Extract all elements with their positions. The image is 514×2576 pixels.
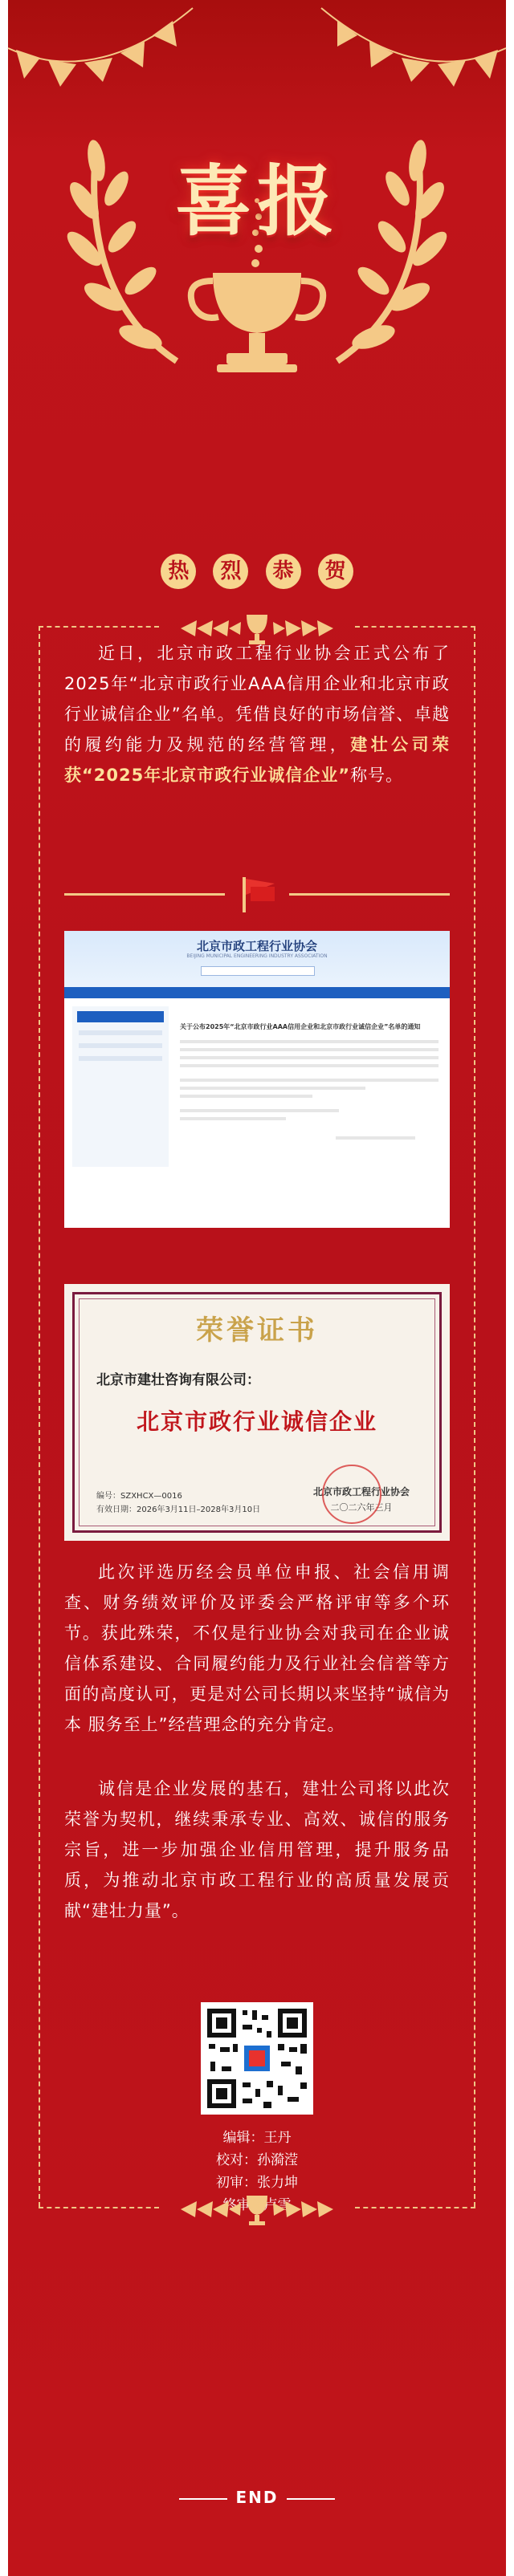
- site-search-input[interactable]: [201, 966, 315, 976]
- badge-char: 热: [161, 554, 196, 589]
- frame-bottom-left: [39, 2207, 159, 2210]
- credit-line: 初审：张力坤: [216, 2175, 298, 2191]
- badge-char: 烈: [213, 554, 248, 589]
- credit-role: 初审: [216, 2175, 243, 2191]
- qr-code: [201, 2002, 313, 2115]
- intro-text: 近日，北京市政工程行业协会正式公布了2025年“北京市政行业AAA信用企业和北京市政行业诚信企业”名单。凭借良好的市场信誉、卓越的履约能力及规范的经营管理，: [64, 644, 450, 754]
- sidebar-item[interactable]: [79, 1043, 162, 1048]
- intro-paragraph: [64, 638, 450, 790]
- association-website-screenshot: [64, 931, 450, 1228]
- body-paragraph-1: 此次评选历经会员单位申报、社会信用调查、财务绩效评价及评委会严格评审等多个环节。获此殊荣，不仅是行业协会对我司在企业诚信体系建设、合同履约能力及行业社会信誉等方面的高度认可，更是对公司长期以来坚持“诚信为本 服务至上”经营理念的充分肯定。: [64, 1562, 450, 1734]
- badge-char: 贺: [318, 554, 353, 589]
- frame-bottom-right: [355, 2207, 475, 2210]
- credit-role: 编辑: [222, 2130, 251, 2146]
- certificate-issuer: 北京市政工程行业协会: [312, 1486, 410, 1497]
- valid-label: 有效日期：: [96, 1505, 137, 1514]
- site-banner: [64, 931, 450, 987]
- certificate-code: SZXHCX—0016: [120, 1492, 182, 1501]
- site-name: 北京市政工程行业协会: [196, 939, 317, 953]
- congrats-badge: [0, 554, 514, 589]
- frame-top-left: [39, 626, 159, 629]
- page-title: 喜报: [175, 156, 339, 246]
- site-nav-bar[interactable]: [64, 987, 450, 998]
- sidebar-item[interactable]: [79, 1056, 162, 1061]
- site-sidebar: [72, 1006, 169, 1167]
- credit-line: 校对：孙漪滢: [216, 2152, 298, 2168]
- frame-top-right: [355, 626, 475, 629]
- site-article: [177, 1006, 442, 1220]
- credit-name: 孙漪滢: [257, 2152, 298, 2168]
- separator-flag-icon: [64, 871, 450, 919]
- body-paragraph-2: 诚信是企业发展的基石，建壮公司将以此次荣誉为契机，继续秉承专业、高效、诚信的服务宗旨，进一步加强企业信用管理，提升服务品质，为推动北京市政工程行业的高质量发展贡献“建壮力量”。: [64, 1779, 450, 1920]
- honor-certificate: [64, 1284, 450, 1541]
- sidebar-item[interactable]: [79, 1030, 162, 1035]
- site-subtitle: BEIJING MUNICIPAL ENGINEERING INDUSTRY ASSOCIATION: [186, 953, 328, 959]
- intro-text-end: 称号。: [350, 766, 404, 785]
- certificate-honor: 北京市政行业诚信企业: [136, 1408, 377, 1435]
- end-marker: END: [0, 2488, 514, 2507]
- certificate-valid: 2026年3月11日–2028年3月10日: [137, 1505, 261, 1514]
- credit-name: 张力坤: [257, 2175, 298, 2191]
- credit-line: 编辑：王丹: [222, 2130, 292, 2146]
- certificate-title: 荣誉证书: [196, 1314, 318, 1347]
- credit-role: 校对: [216, 2152, 243, 2168]
- badge-char: 恭: [266, 554, 301, 589]
- intro-highlight: 建壮公司荣获“2025年北京市政行业诚信企业”: [64, 735, 451, 785]
- bunting: [0, 0, 514, 88]
- certificate-company: 北京市建壮咨询有限公司：: [96, 1372, 260, 1388]
- code-label: 编号：: [96, 1492, 120, 1501]
- notice-title: 关于公布2025年“北京市政行业AAA信用企业和北京市政行业诚信企业”名单的通知: [180, 1023, 421, 1030]
- trophy-divider-icon: [173, 2189, 341, 2229]
- sidebar-header: [77, 1011, 164, 1022]
- certificate-date: 二〇二六年三月: [330, 1502, 393, 1513]
- official-seal: [322, 1465, 381, 1524]
- credit-name: 王丹: [263, 2130, 292, 2146]
